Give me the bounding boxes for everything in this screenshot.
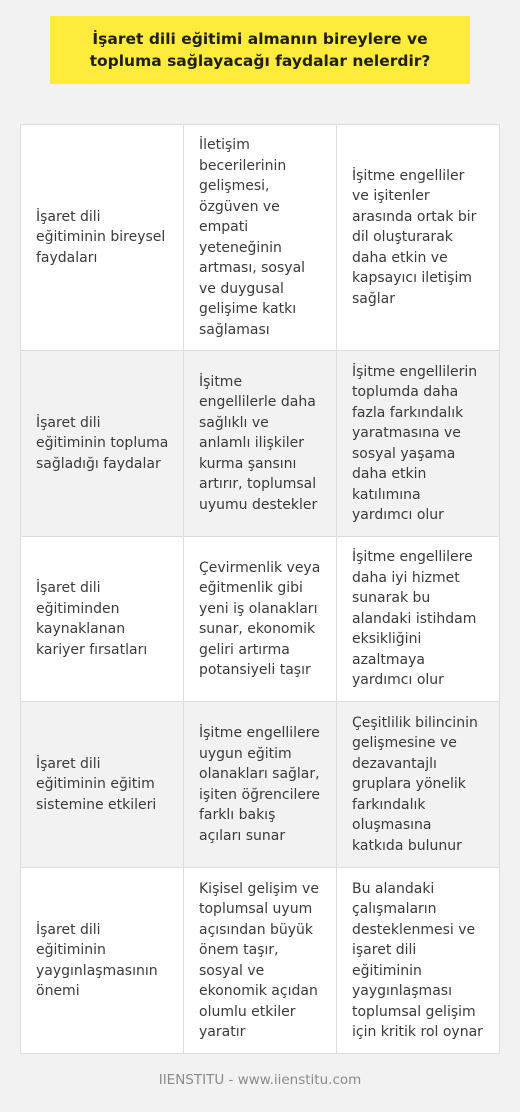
topic-cell: İşaret dili eğitiminden kaynaklanan kariyer fırsatları <box>36 580 148 658</box>
detail-cell: Bu alandaki çalışmaların desteklenmesi ve işaret dili eğitiminin yaygınlaşması toplumsal gelişim için kritik rol oynar <box>336 868 499 1053</box>
table-row <box>21 536 499 701</box>
description-cell: İletişim becerilerinin gelişmesi, özgüven ve empati yeteneğinin artması, sosyal ve duygusal gelişime katkı sağlaması <box>183 125 336 350</box>
topic-cell: İşaret dili eğitiminin yaygınlaşmasının önemi <box>36 921 158 999</box>
detail-cell: Çeşitlilik bilincinin gelişmesine ve dezavantajlı gruplara yönelik farkındalık oluşmasına katkıda bulunur <box>336 702 499 867</box>
title-banner <box>50 16 470 84</box>
description-cell: İşitme engellilerle daha sağlıklı ve anlamlı ilişkiler kurma şansını artırır, toplumsal uyumu destekler <box>183 351 336 536</box>
page-title: İşaret dili eğitimi almanın bireylere ve topluma sağlayacağı faydalar nelerdir? <box>89 30 431 70</box>
footer-credit: IIENSTITU - www.iienstitu.com <box>158 1072 362 1088</box>
table-row <box>21 350 499 536</box>
table-row <box>21 867 499 1053</box>
topic-cell: İşaret dili eğitiminin bireysel faydaları <box>36 208 166 266</box>
detail-cell: İşitme engelliler ve işitenler arasında ortak bir dil oluşturarak daha etkin ve kapsayıcı iletişim sağlar <box>336 125 499 350</box>
description-cell: Çevirmenlik veya eğitmenlik gibi yeni iş olanakları sunar, ekonomik geliri artırma potansiyeli taşır <box>183 537 336 701</box>
detail-cell: İşitme engellilerin toplumda daha fazla farkındalık yaratmasına ve sosyal yaşama daha etkin katılımına yardımcı olur <box>336 351 499 536</box>
table-row <box>21 701 499 867</box>
detail-cell: İşitme engellilere daha iyi hizmet sunarak bu alandaki istihdam eksikliğini azaltmaya yardımcı olur <box>336 537 499 701</box>
description-cell: Kişisel gelişim ve toplumsal uyum açısından büyük önem taşır, sosyal ve ekonomik açıdan olumlu etkiler yaratır <box>183 868 336 1053</box>
topic-cell: İşaret dili eğitiminin topluma sağladığı faydalar <box>36 414 169 472</box>
topic-cell: İşaret dili eğitiminin eğitim sistemine etkileri <box>36 755 157 813</box>
description-cell: İşitme engellilere uygun eğitim olanakları sağlar, işiten öğrencilere farklı bakış açıları sunar <box>183 702 336 867</box>
benefits-table <box>20 124 500 1054</box>
table-row <box>21 125 499 350</box>
